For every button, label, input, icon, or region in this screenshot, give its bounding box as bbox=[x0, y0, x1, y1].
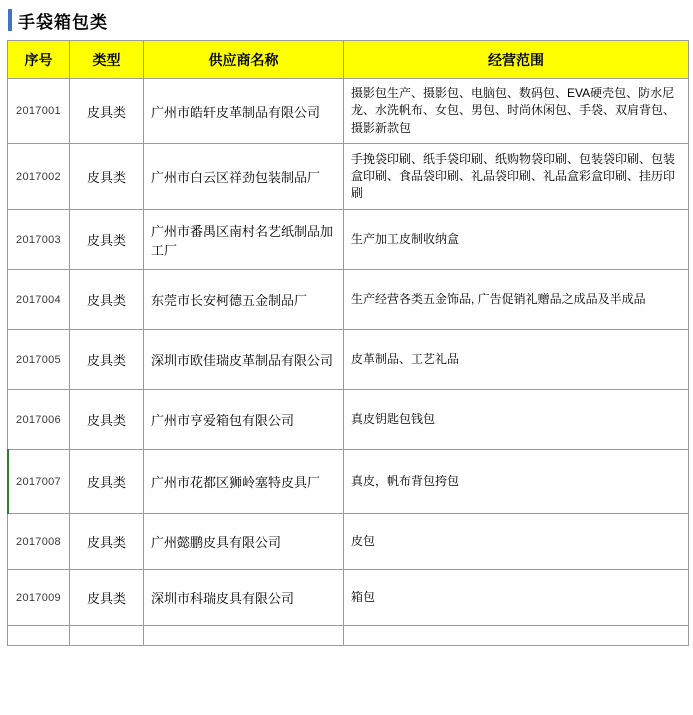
cell-type[interactable]: 皮具类 bbox=[70, 514, 144, 570]
cell-supplier-name[interactable]: 东莞市长安柯德五金制品厂 bbox=[144, 270, 344, 330]
cell-business-scope[interactable]: 手挽袋印刷、纸手袋印刷、纸购物袋印刷、包装袋印刷、包装盒印刷、食品袋印刷、礼品袋印刷、礼品盒彩盒印刷、挂历印刷 bbox=[344, 144, 689, 210]
cell-type[interactable]: 皮具类 bbox=[70, 450, 144, 514]
table-header bbox=[8, 41, 689, 79]
table-row[interactable] bbox=[8, 450, 689, 514]
cell-seq[interactable]: 2017008 bbox=[8, 514, 70, 570]
table-row[interactable] bbox=[8, 79, 689, 144]
cell-business-scope[interactable]: 真皮，帆布背包挎包 bbox=[344, 450, 689, 514]
cell-supplier-name[interactable]: 广州市亨爱箱包有限公司 bbox=[144, 390, 344, 450]
cell-seq[interactable]: 2017006 bbox=[8, 390, 70, 450]
cell-type[interactable]: 皮具类 bbox=[70, 330, 144, 390]
title-accent-bar bbox=[8, 9, 12, 31]
cell-supplier-name[interactable]: 深圳市欧佳瑞皮革制品有限公司 bbox=[144, 330, 344, 390]
cell-supplier-name[interactable]: 广州市白云区祥劲包装制品厂 bbox=[144, 144, 344, 210]
cell-business-scope[interactable]: 生产经营各类五金饰品, 广告促销礼赠品之成品及半成品 bbox=[344, 270, 689, 330]
cell-business-scope[interactable]: 真皮钥匙包钱包 bbox=[344, 390, 689, 450]
cell-type[interactable]: 皮具类 bbox=[70, 144, 144, 210]
table-row[interactable] bbox=[8, 570, 689, 626]
cell-type[interactable]: 皮具类 bbox=[70, 270, 144, 330]
cell-supplier-name[interactable]: 广州懿鹏皮具有限公司 bbox=[144, 514, 344, 570]
cell-type[interactable] bbox=[70, 626, 144, 646]
cell-supplier-name[interactable] bbox=[144, 626, 344, 646]
cell-business-scope[interactable]: 皮革制品、工艺礼品 bbox=[344, 330, 689, 390]
cell-seq[interactable]: 2017003 bbox=[8, 210, 70, 270]
table-row-partial[interactable] bbox=[8, 626, 689, 646]
document-title-bar bbox=[0, 0, 693, 40]
cell-supplier-name[interactable]: 深圳市科瑞皮具有限公司 bbox=[144, 570, 344, 626]
table-row[interactable] bbox=[8, 330, 689, 390]
cell-supplier-name[interactable]: 广州市花都区狮岭塞特皮具厂 bbox=[144, 450, 344, 514]
column-header-type: 类型 bbox=[70, 41, 144, 79]
cell-supplier-name[interactable]: 广州市番禺区南村名艺纸制品加工厂 bbox=[144, 210, 344, 270]
cell-seq[interactable] bbox=[8, 626, 70, 646]
cell-seq[interactable]: 2017002 bbox=[8, 144, 70, 210]
cell-seq-selected[interactable]: 2017007 bbox=[8, 450, 70, 514]
cell-seq[interactable]: 2017004 bbox=[8, 270, 70, 330]
table-body bbox=[8, 79, 689, 646]
column-header-seq: 序号 bbox=[8, 41, 70, 79]
page-title: 手袋箱包类 bbox=[18, 12, 108, 32]
table-row[interactable] bbox=[8, 270, 689, 330]
table-header-row bbox=[8, 41, 689, 79]
column-header-scope: 经营范围 bbox=[344, 41, 689, 79]
cell-business-scope[interactable]: 箱包 bbox=[344, 570, 689, 626]
cell-business-scope[interactable]: 摄影包生产、摄影包、电脑包、数码包、EVA硬壳包、防水尼龙、水洗帆布、女包、男包、时尚休闲包、手袋、双肩背包、摄影新款包 bbox=[344, 79, 689, 144]
table-row[interactable] bbox=[8, 144, 689, 210]
cell-seq[interactable]: 2017005 bbox=[8, 330, 70, 390]
table-row[interactable] bbox=[8, 210, 689, 270]
cell-type[interactable]: 皮具类 bbox=[70, 390, 144, 450]
cell-type[interactable]: 皮具类 bbox=[70, 570, 144, 626]
cell-type[interactable]: 皮具类 bbox=[70, 210, 144, 270]
cell-business-scope[interactable]: 生产加工皮制收纳盒 bbox=[344, 210, 689, 270]
cell-seq[interactable]: 2017001 bbox=[8, 79, 70, 144]
cell-business-scope[interactable]: 皮包 bbox=[344, 514, 689, 570]
cell-type[interactable]: 皮具类 bbox=[70, 79, 144, 144]
cell-business-scope[interactable] bbox=[344, 626, 689, 646]
supplier-table bbox=[7, 40, 689, 646]
column-header-name: 供应商名称 bbox=[144, 41, 344, 79]
cell-seq[interactable]: 2017009 bbox=[8, 570, 70, 626]
cell-supplier-name[interactable]: 广州市皓轩皮革制品有限公司 bbox=[144, 79, 344, 144]
table-row[interactable] bbox=[8, 390, 689, 450]
table-row[interactable] bbox=[8, 514, 689, 570]
